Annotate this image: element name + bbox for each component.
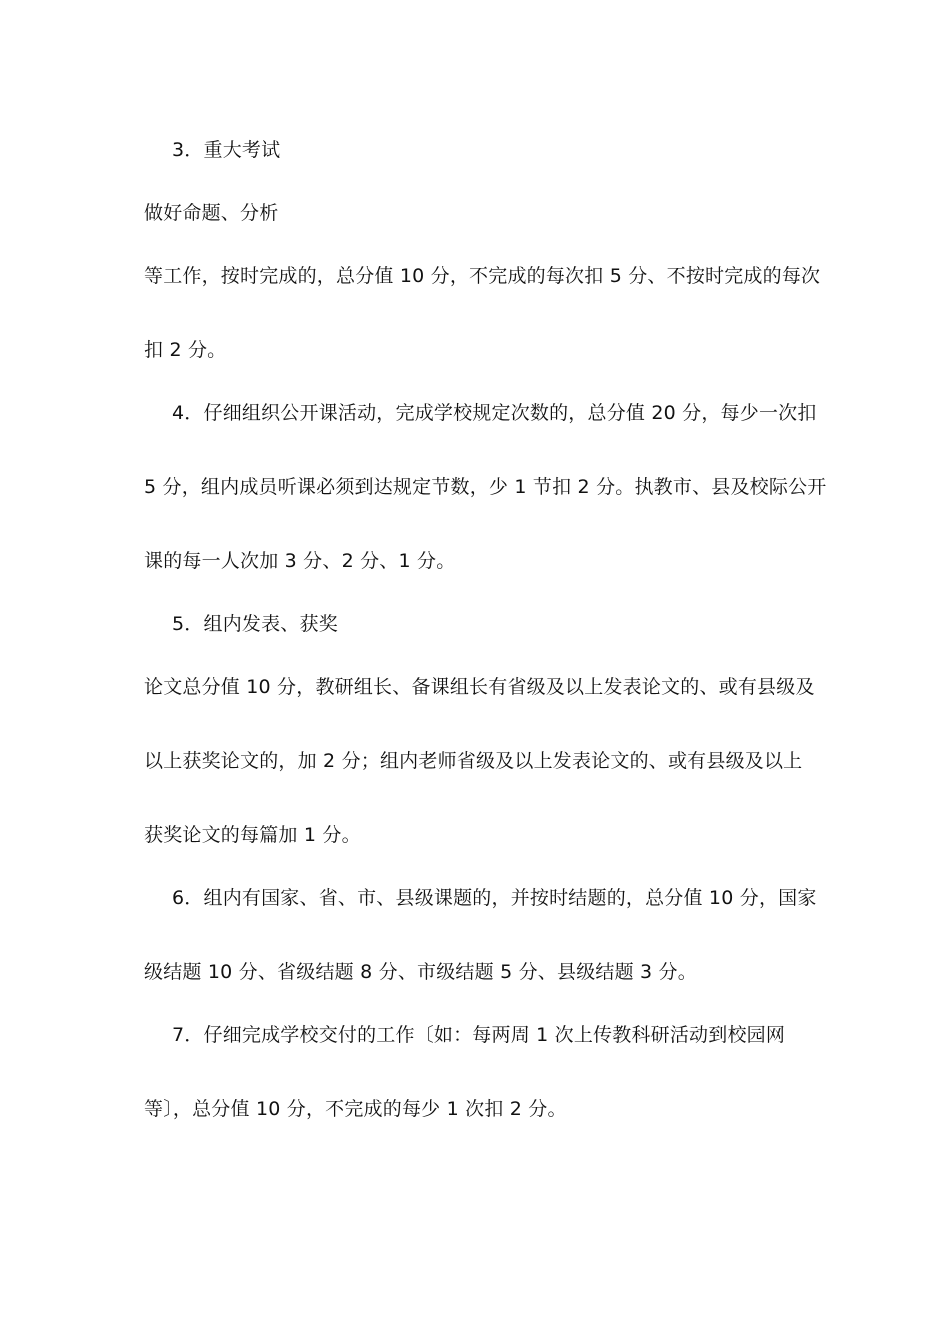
text-line: 做好命题、分析 <box>144 202 279 224</box>
text-line: 级结题 10 分、省级结题 8 分、市级结题 5 分、县级结题 3 分。 <box>144 961 697 983</box>
text-line: 课的每一人次加 3 分、2 分、1 分。 <box>144 550 456 572</box>
text-line: 以上获奖论文的，加 2 分；组内老师省级及以上发表论文的、或有县级及以上 <box>144 750 803 772</box>
text-line: 5 分，组内成员听课必须到达规定节数，少 1 节扣 2 分。执教市、县及校际公开 <box>144 476 827 498</box>
heading-item-3: 3．重大考试 <box>172 139 281 161</box>
text-line: 论文总分值 10 分，教研组长、备课组长有省级及以上发表论文的、或有县级及 <box>144 676 815 698</box>
text-line: 扣 2 分。 <box>144 339 227 361</box>
heading-item-4: 4．仔细组织公开课活动，完成学校规定次数的，总分值 20 分，每少一次扣 <box>172 402 817 424</box>
text-line: 等工作，按时完成的，总分值 10 分，不完成的每次扣 5 分、不按时完成的每次 <box>144 265 821 287</box>
heading-item-5: 5．组内发表、获奖 <box>172 613 338 635</box>
text-line: 等〕，总分值 10 分，不完成的每少 1 次扣 2 分。 <box>144 1098 567 1120</box>
heading-item-7: 7．仔细完成学校交付的工作〔如：每两周 1 次上传教科研活动到校园网 <box>172 1024 786 1046</box>
text-line: 获奖论文的每篇加 1 分。 <box>144 824 361 846</box>
heading-item-6: 6．组内有国家、省、市、县级课题的，并按时结题的，总分值 10 分，国家 <box>172 887 817 909</box>
